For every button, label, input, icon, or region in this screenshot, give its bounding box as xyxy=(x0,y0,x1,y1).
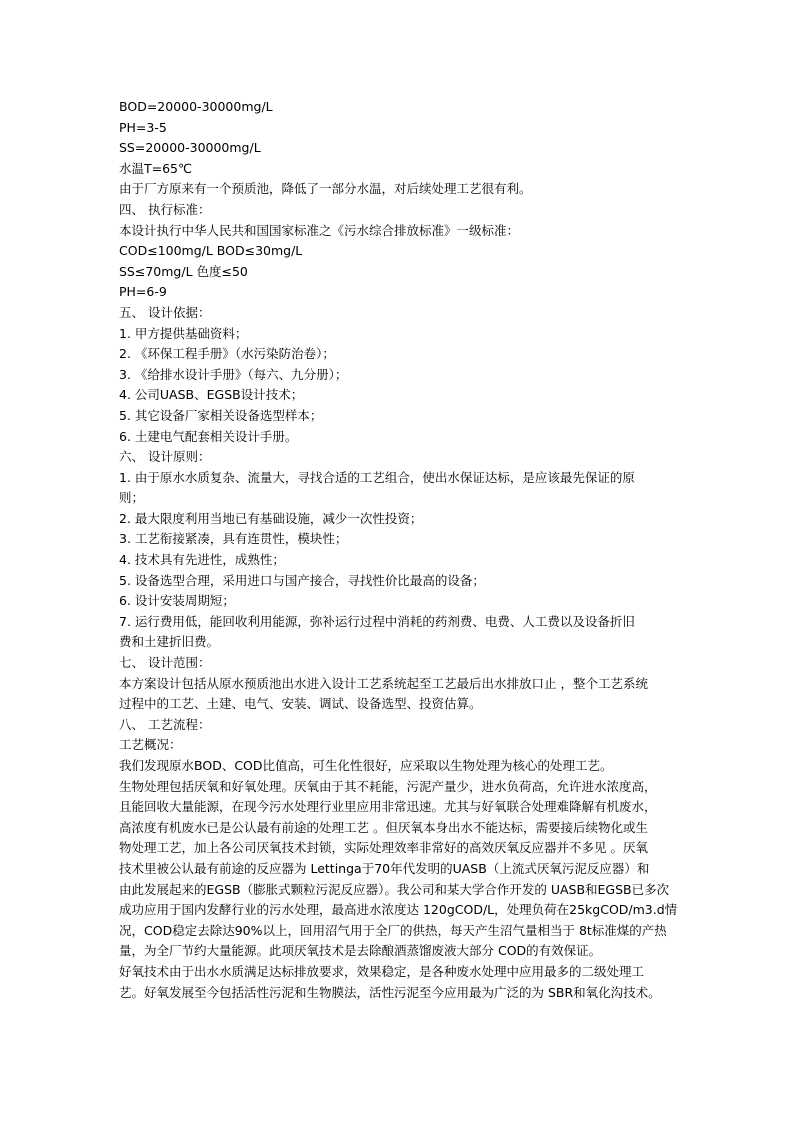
list-item: 1. 由于原水水质复杂、流量大，寻找合适的工艺组合，使出水保证达标，是应该最先保证的原 xyxy=(119,469,635,485)
section-heading: 四、 执行标准： xyxy=(119,201,211,217)
text-line: BOD=20000-30000mg/L xyxy=(119,99,273,114)
document-page xyxy=(119,97,681,1003)
text-line: 由此发展起来的EGSB（膨胀式颗粒污泥反应器）。我公司和某大学合作开发的 UASB和EGSB已多次 xyxy=(119,881,670,897)
list-item: 4. 技术具有先进性，成熟性； xyxy=(119,552,285,568)
list-item: 5. 设备选型合理，采用进口与国产接合，寻找性价比最高的设备； xyxy=(119,572,485,588)
list-item: 3. 《给排水设计手册》（每六、九分册）； xyxy=(119,366,348,382)
section-heading: 七、 设计范围： xyxy=(119,655,211,671)
text-line: SS=20000-30000mg/L xyxy=(119,140,261,156)
list-item: 6. 设计安装周期短； xyxy=(119,593,235,609)
list-item: 7. 运行费用低，能回收利用能源，弥补运行过程中消耗的药剂费、电费、人工费以及设备折旧 xyxy=(119,613,635,629)
text-line: 本设计执行中华人民共和国国家标准之《污水综合排放标准》一级标准： xyxy=(119,222,520,238)
list-item: 1. 甲方提供基础资料； xyxy=(119,325,248,341)
text-line: 成功应用于国内发酵行业的污水处理，最高进水浓度达 120gCOD/L，处理负荷在25kgCOD/m3.d情 xyxy=(119,902,678,918)
list-item: 费和土建折旧费。 xyxy=(119,634,220,650)
text-line: 好氧技术由于出水水质满足达标排放要求，效果稳定，是各种废水处理中应用最多的二级处理工 xyxy=(119,963,645,979)
text-line: 我们发现原水BOD、COD比值高，可生化性很好，应采取以生物处理为核心的处理工艺。 xyxy=(119,758,613,773)
text-line: 水温T=65℃ xyxy=(119,160,193,176)
text-line: PH=3-5 xyxy=(119,119,167,135)
list-item: 6. 土建电气配套相关设计手册。 xyxy=(119,428,298,444)
text-line: SS≤70mg/L 色度≤50 xyxy=(119,263,248,279)
text-line: 况，COD稳定去除达90%以上，回用沼气用于全厂的供热，每天产生沼气量相当于 8t标准煤的产热 xyxy=(119,922,667,938)
text-line: 物处理工艺，加上各公司厌氧技术封锁，实际处理效率非常好的高效厌氧反应器并不多见 。厌氧 xyxy=(119,840,648,856)
text-line: 过程中的工艺、土建、电气、安装、调试、设备选型、投资估算。 xyxy=(119,696,482,712)
text-line: 由于厂方原来有一个预质池，降低了一部分水温，对后续处理工艺很有利。 xyxy=(119,181,532,197)
text-line: 技术里被公认最有前途的反应器为 Lettinga于70年代发明的UASB（上流式厌氧污泥反应器）和 xyxy=(119,860,650,876)
text-line: PH=6-9 xyxy=(119,284,167,300)
text-line: 且能回收大量能源，在现今污水处理行业里应用非常迅速。尤其与好氧联合处理难降解有机废水， xyxy=(119,799,657,815)
text-line: 量，为全厂节约大量能源。此项厌氧技术是去除酿酒蒸馏废液大部分 COD的有效保证。 xyxy=(119,943,602,959)
section-heading: 八、 工艺流程： xyxy=(119,716,211,732)
text-line: 高浓度有机废水已是公认最有前途的处理工艺 。但厌氧本身出水不能达标，需要接后续物化或生 xyxy=(119,819,648,835)
section-heading: 六、 设计原则： xyxy=(119,449,211,465)
subheading: 工艺概况： xyxy=(119,737,182,753)
list-item: 5. 其它设备厂家相关设备选型样本； xyxy=(119,407,323,423)
text-line: COD≤100mg/L BOD≤30mg/L xyxy=(119,243,303,259)
list-item: 2. 《环保工程手册》（水污染防治卷）； xyxy=(119,346,335,362)
text-line: 生物处理包括厌氧和好氧处理。厌氧由于其不耗能，污泥产量少，进水负荷高，允许进水浓度高， xyxy=(119,778,657,794)
section-heading: 五、 设计依据： xyxy=(119,304,211,320)
text-line: 本方案设计包括从原水预质池出水进入设计工艺系统起至工艺最后出水排放口止 ，整个工艺系统 xyxy=(119,675,648,691)
text-line: 艺。好氧发展至今包括活性污泥和生物膜法，活性污泥至今应用最为广泛的为 SBR和氧化沟技术。 xyxy=(119,984,661,1000)
list-item: 3. 工艺衔接紧凑，具有连贯性，模块性； xyxy=(119,531,348,547)
list-item: 则； xyxy=(119,490,145,506)
list-item: 2. 最大限度利用当地已有基础设施，减少一次性投资； xyxy=(119,510,423,526)
list-item: 4. 公司UASB、EGSB设计技术； xyxy=(119,387,304,403)
